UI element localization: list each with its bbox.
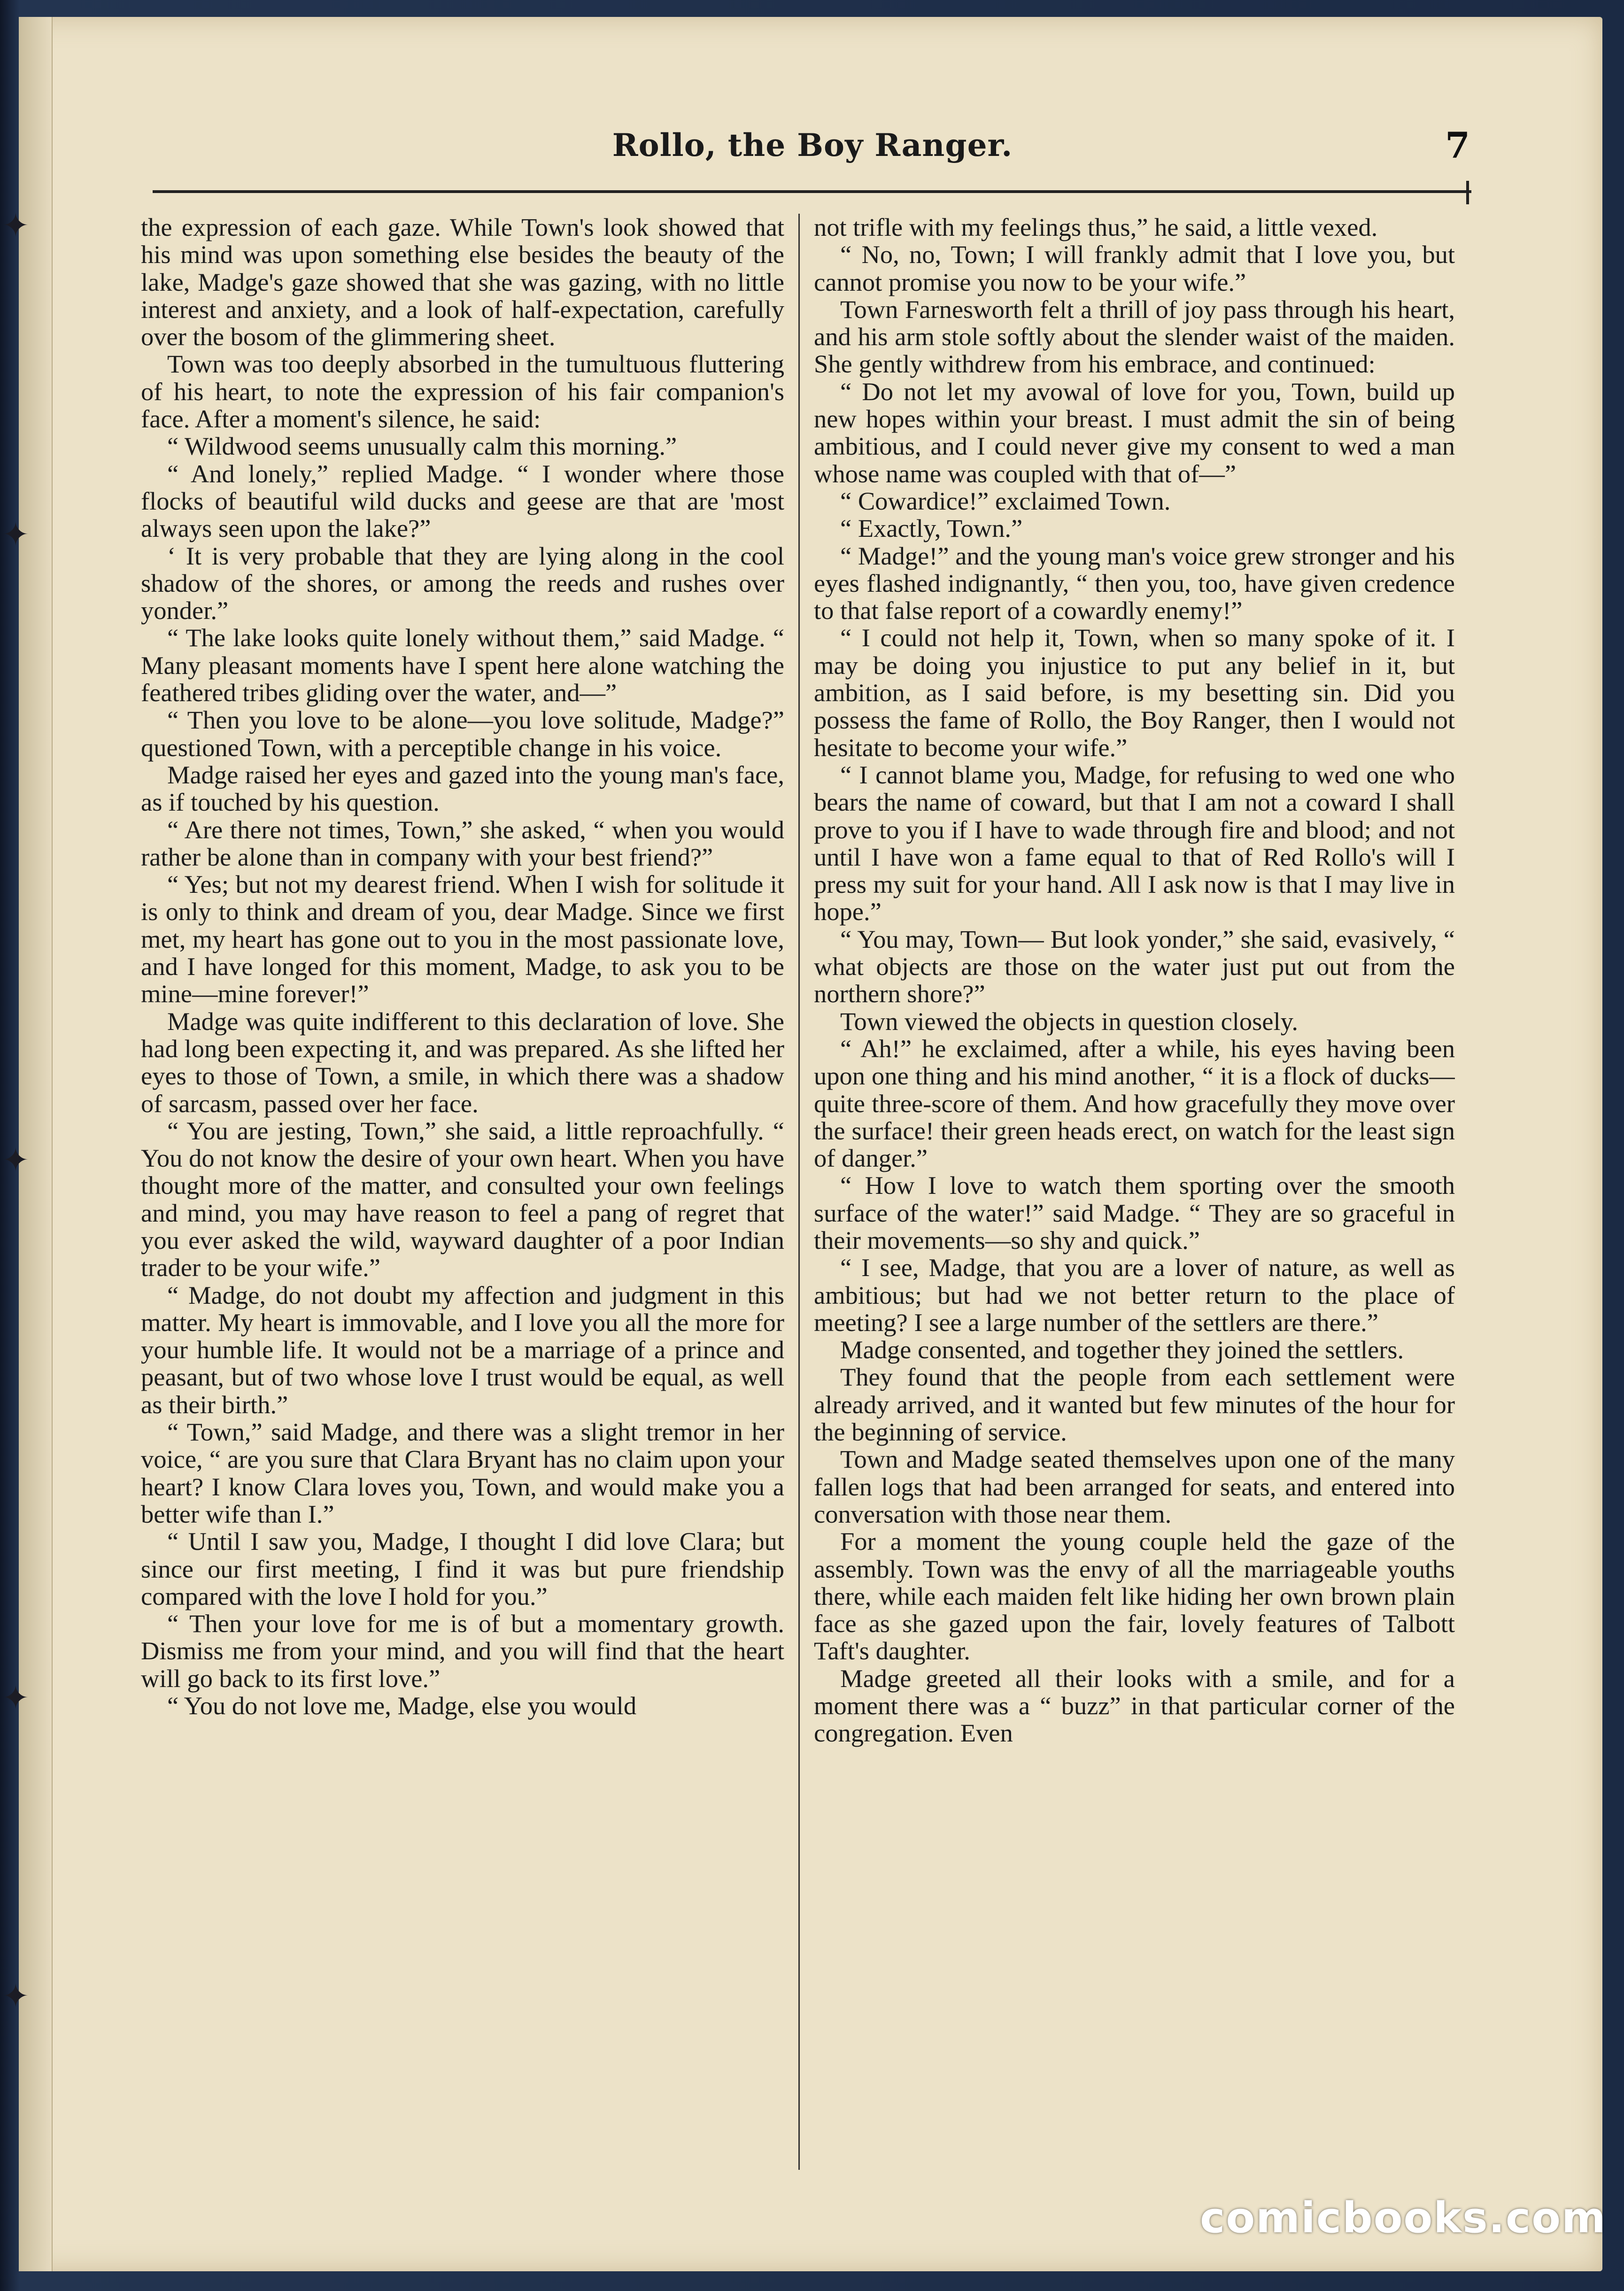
paragraph: “ Wildwood seems unusually calm this morning.” [167, 432, 677, 461]
paragraph: “ Are there not times, Town,” she asked, “ when you would rather be alone than in company with your best friend?” [141, 815, 784, 871]
paragraph: Madge greeted all their looks with a smile, and for a moment there was a “ buzz” in that particular corner of the congregation. Even [814, 1664, 1455, 1748]
paragraph: “ Ah!” he exclaimed, after a while, his eyes having been upon one thing and his mind another, “ it is a flock of ducks—quite three-score of them. And how gracefully they move over the surface! their green heads erect, on watch for the least sign of danger.” [814, 1034, 1455, 1173]
paragraph: “ Madge!” and the young man's voice grew stronger and his eyes flashed indignantly, “ then you, too, have given credence to that false report of a cowardly enemy!” [814, 541, 1455, 625]
paragraph: “ Yes; but not my dearest friend. When I wish for solitude it is only to think and dream of you, dear Madge. Since we first met, my heart has gone out to you in the most passionate love, and I have longed for this moment, Madge, to ask you to be mine—mine forever!” [141, 870, 784, 1008]
paragraph: “ You are jesting, Town,” she said, a little reproachfully. “ You do not know the desire of your own heart. When you have thought more of the matter, and consulted your own feelings and mind, you may have reason to feel a pang of regret that you ever asked the wild, wayward daughter of a poor Indian trader to be your wife.” [141, 1116, 784, 1282]
paragraph: “ Madge, do not doubt my affection and judgment in this matter. My heart is immovable, and I love you all the more for your humble life. It would not be a marriage of a prince and peasant, but of two whose love I trust would be equal, as well as their birth.” [141, 1280, 784, 1419]
binding-stitch-icon: ✦ [2, 1679, 30, 1717]
paragraph: “ Cowardice!” exclaimed Town. [840, 486, 1171, 515]
column-divider [798, 214, 800, 2170]
paragraph: not trifle with my feelings thus,” he said, a little vexed. [814, 214, 1378, 241]
paragraph: “ I cannot blame you, Madge, for refusing to wed one who bears the name of coward, but that I am not a coward I shall prove to you if I have to wade through fire and blood; and not until I have won a fame equal to that of Red Rollo's will I press my suit for your hand. All I ask now is that I may live in hope.” [814, 760, 1455, 926]
paragraph: “ Until I saw you, Madge, I thought I did love Clara; but since our first meeting, I find it was but pure friendship compared with the love I hold for you.” [141, 1527, 784, 1610]
running-head-title: Rollo, the Boy Ranger. [612, 127, 1013, 163]
paragraph: Town Farnesworth felt a thrill of joy pass through his heart, and his arm stole softly about the slender waist of the maiden. She gently withdrew from his embrace, and continued: [814, 294, 1455, 379]
paragraph: Town and Madge seated themselves upon one of the many fallen logs that had been arranged for seats, and entered into conversation with those near them. [814, 1445, 1455, 1528]
paragraph: “ No, no, Town; I will frankly admit that I love you, but cannot promise you now to be your wife.” [814, 240, 1455, 296]
watermark: comicbooks.com [1200, 2193, 1607, 2243]
paragraph: “ Town,” said Madge, and there was a slight tremor in her voice, “ are you sure that Clara Bryant has no claim upon your heart? I know Clara loves you, Town, and would make you a better wife than I.” [141, 1417, 784, 1528]
paragraph: “ Do not let my avowal of love for you, Town, build up new hopes within your breast. I must admit the sin of being ambitious, and I could never give my consent to wed a man whose name was coupled with that of—” [814, 377, 1455, 488]
paragraph: “ You do not love me, Madge, else you would [167, 1691, 637, 1720]
paragraph: They found that the people from each settlement were already arrived, and it wanted but few minutes of the hour for the beginning of service. [814, 1362, 1455, 1447]
paragraph: “ Exactly, Town.” [840, 514, 1023, 543]
paragraph: “ I see, Madge, that you are a lover of nature, as well as ambitious; but had we not better return to the place of meeting? I see a large number of the settlers are there.” [814, 1253, 1455, 1337]
paragraph: For a moment the young couple held the gaze of the assembly. Town was the envy of all the marriageable youths there, while each maiden felt like hiding her own brown plain face as she gazed upon the fair, lovely features of Talbott Taft's daughter. [814, 1527, 1455, 1665]
page-number: 7 [1445, 124, 1470, 166]
paragraph: the expression of each gaze. While Town's look showed that his mind was upon something else besides the beauty of the lake, Madge's gaze showed that she was gazing, with no little interest and anxiety, and a look of half-expectation, carefully over the bosom of the glimmering sheet. [141, 214, 784, 351]
paragraph: Town viewed the objects in question closely. [840, 1006, 1298, 1036]
header-rule [153, 190, 1471, 193]
paragraph: Town was too deeply absorbed in the tumultuous fluttering of his heart, to note the expression of his fair companion's face. After a moment's silence, he said: [141, 349, 784, 433]
paragraph: “ And lonely,” replied Madge. “ I wonder where those flocks of beautiful wild ducks and geese are that are 'most always seen upon the lake?” [141, 459, 784, 543]
binding-stitch-icon: ✦ [2, 206, 30, 245]
paragraph: “ I could not help it, Town, when so many spoke of it. I may be doing you injustice to put any belief in it, but ambition, as I said before, is my besetting sin. Did you possess the fame of Rollo, the Boy Ranger, then I would not hesitate to become your wife.” [814, 623, 1455, 762]
paragraph: “ Then your love for me is of but a momentary growth. Dismiss me from your mind, and you will find that the heart will go back to its first love.” [141, 1609, 784, 1693]
left-text-column [141, 214, 784, 2177]
paragraph: ‘ It is very probable that they are lying along in the cool shadow of the shores, or among the reeds and rushes over yonder.” [141, 541, 784, 625]
binding-stitch-icon: ✦ [2, 515, 30, 554]
paragraph: Madge raised her eyes and gazed into the young man's face, as if touched by his question. [141, 760, 784, 817]
binding-stitch-icon: ✦ [2, 1141, 30, 1179]
header-rule-tick [1466, 181, 1469, 204]
paragraph: Madge was quite indifferent to this declaration of love. She had long been expecting it, and was prepared. As she lifted her eyes to those of Town, a smile, in which there was a shadow of sarcasm, passed over her face. [141, 1006, 784, 1118]
paragraph: “ Then you love to be alone—you love solitude, Madge?” questioned Town, with a perceptible change in his voice. [141, 705, 784, 762]
binding-stitch-icon: ✦ [2, 1977, 30, 2015]
paragraph: “ You may, Town— But look yonder,” she said, evasively, “ what objects are those on the water just put out from the northern shore?” [814, 924, 1455, 1008]
right-text-column [814, 214, 1455, 2177]
paragraph: Madge consented, and together they joined the settlers. [840, 1335, 1404, 1364]
paragraph: “ The lake looks quite lonely without them,” said Madge. “ Many pleasant moments have I spent here alone watching the feathered tribes gliding over the water, and—” [141, 623, 784, 707]
paragraph: “ How I love to watch them sporting over the smooth surface of the water!” said Madge. “ They are so graceful in their movements—so shy and quick.” [814, 1171, 1455, 1254]
